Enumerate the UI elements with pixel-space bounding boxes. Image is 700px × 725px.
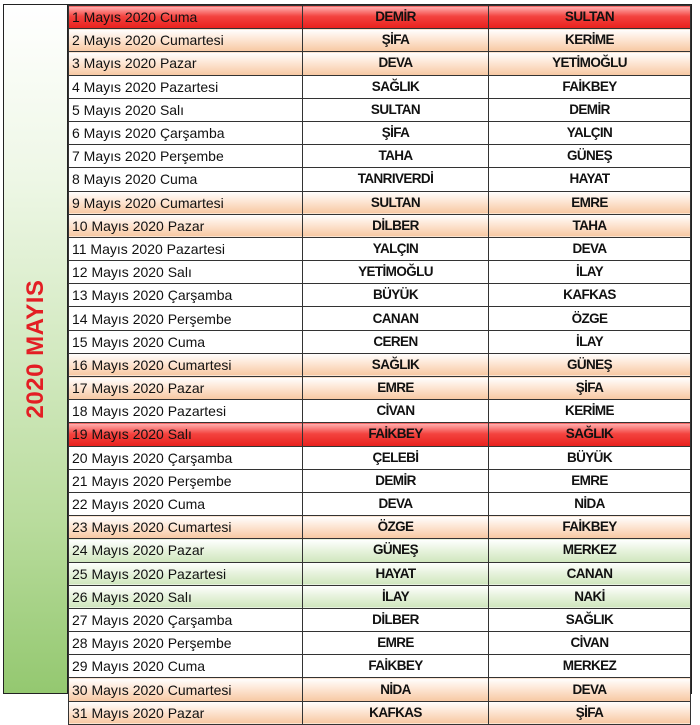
name-cell-1: DİLBER (303, 214, 489, 237)
date-cell: 5 Mayıs 2020 Salı (69, 98, 303, 121)
name-cell-1: FAİKBEY (303, 423, 489, 446)
name-cell-2: GÜNEŞ (489, 145, 691, 168)
table-row (69, 400, 691, 423)
date-cell: 15 Mayıs 2020 Cuma (69, 330, 303, 353)
table-row (69, 6, 691, 29)
date-cell: 21 Mayıs 2020 Perşembe (69, 469, 303, 492)
date-cell: 14 Mayıs 2020 Perşembe (69, 307, 303, 330)
table-row (69, 168, 691, 191)
table-row (69, 655, 691, 678)
name-cell-2: DEVA (489, 678, 691, 701)
date-cell: 26 Mayıs 2020 Salı (69, 585, 303, 608)
name-cell-2: CANAN (489, 562, 691, 585)
name-cell-2: BÜYÜK (489, 446, 691, 469)
table-row (69, 678, 691, 701)
name-cell-1: EMRE (303, 632, 489, 655)
name-cell-2: DEVA (489, 237, 691, 260)
date-cell: 9 Mayıs 2020 Cumartesi (69, 191, 303, 214)
date-cell: 31 Mayıs 2020 Pazar (69, 701, 303, 724)
month-sidebar (4, 5, 68, 693)
table-row (69, 121, 691, 144)
table-row (69, 261, 691, 284)
name-cell-2: MERKEZ (489, 539, 691, 562)
name-cell-1: GÜNEŞ (303, 539, 489, 562)
name-cell-1: DEMİR (303, 469, 489, 492)
schedule-rows (69, 6, 691, 725)
name-cell-1: ÖZGE (303, 516, 489, 539)
date-cell: 12 Mayıs 2020 Salı (69, 261, 303, 284)
table-row (69, 539, 691, 562)
name-cell-1: DEMİR (303, 6, 489, 29)
table-row (69, 701, 691, 724)
date-cell: 22 Mayıs 2020 Cuma (69, 492, 303, 515)
name-cell-1: YETİMOĞLU (303, 261, 489, 284)
name-cell-1: EMRE (303, 377, 489, 400)
name-cell-1: CEREN (303, 330, 489, 353)
name-cell-2: ÖZGE (489, 307, 691, 330)
name-cell-2: HAYAT (489, 168, 691, 191)
table-row (69, 423, 691, 446)
date-cell: 29 Mayıs 2020 Cuma (69, 655, 303, 678)
date-cell: 10 Mayıs 2020 Pazar (69, 214, 303, 237)
table-row (69, 516, 691, 539)
name-cell-2: CİVAN (489, 632, 691, 655)
name-cell-2: FAİKBEY (489, 516, 691, 539)
table-row (69, 562, 691, 585)
month-label: 2020 MAYIS (21, 279, 49, 419)
table-row (69, 75, 691, 98)
name-cell-2: İLAY (489, 261, 691, 284)
date-cell: 23 Mayıs 2020 Cumartesi (69, 516, 303, 539)
name-cell-1: İLAY (303, 585, 489, 608)
table-row (69, 307, 691, 330)
date-cell: 20 Mayıs 2020 Çarşamba (69, 446, 303, 469)
name-cell-1: ÇELEBİ (303, 446, 489, 469)
name-cell-2: EMRE (489, 469, 691, 492)
date-cell: 3 Mayıs 2020 Pazar (69, 52, 303, 75)
name-cell-1: ŞİFA (303, 29, 489, 52)
table-row (69, 98, 691, 121)
date-cell: 24 Mayıs 2020 Pazar (69, 539, 303, 562)
name-cell-2: YALÇIN (489, 121, 691, 144)
name-cell-2: EMRE (489, 191, 691, 214)
duty-schedule (3, 4, 692, 721)
name-cell-2: NİDA (489, 492, 691, 515)
table-row (69, 284, 691, 307)
name-cell-1: BÜYÜK (303, 284, 489, 307)
name-cell-2: KERİME (489, 400, 691, 423)
name-cell-2: TAHA (489, 214, 691, 237)
name-cell-1: NİDA (303, 678, 489, 701)
date-cell: 17 Mayıs 2020 Pazar (69, 377, 303, 400)
name-cell-1: SULTAN (303, 98, 489, 121)
name-cell-1: DEVA (303, 52, 489, 75)
table-row (69, 330, 691, 353)
date-cell: 16 Mayıs 2020 Cumartesi (69, 353, 303, 376)
name-cell-1: SAĞLIK (303, 353, 489, 376)
date-cell: 27 Mayıs 2020 Çarşamba (69, 608, 303, 631)
name-cell-2: ŞİFA (489, 701, 691, 724)
name-cell-1: TANRIVERDİ (303, 168, 489, 191)
name-cell-2: KAFKAS (489, 284, 691, 307)
table-row (69, 632, 691, 655)
name-cell-2: YETİMOĞLU (489, 52, 691, 75)
table-row (69, 145, 691, 168)
name-cell-2: SAĞLIK (489, 423, 691, 446)
name-cell-1: YALÇIN (303, 237, 489, 260)
date-cell: 11 Mayıs 2020 Pazartesi (69, 237, 303, 260)
date-cell: 2 Mayıs 2020 Cumartesi (69, 29, 303, 52)
table-row (69, 237, 691, 260)
date-cell: 1 Mayıs 2020 Cuma (69, 6, 303, 29)
name-cell-2: MERKEZ (489, 655, 691, 678)
name-cell-1: FAİKBEY (303, 655, 489, 678)
table-row (69, 191, 691, 214)
name-cell-1: DİLBER (303, 608, 489, 631)
name-cell-2: ŞİFA (489, 377, 691, 400)
name-cell-2: NAKİ (489, 585, 691, 608)
table-row (69, 377, 691, 400)
name-cell-1: SULTAN (303, 191, 489, 214)
name-cell-2: FAİKBEY (489, 75, 691, 98)
name-cell-1: DEVA (303, 492, 489, 515)
table-row (69, 29, 691, 52)
table-row (69, 492, 691, 515)
date-cell: 18 Mayıs 2020 Pazartesi (69, 400, 303, 423)
name-cell-2: İLAY (489, 330, 691, 353)
name-cell-1: ŞİFA (303, 121, 489, 144)
date-cell: 8 Mayıs 2020 Cuma (69, 168, 303, 191)
name-cell-2: DEMİR (489, 98, 691, 121)
date-cell: 30 Mayıs 2020 Cumartesi (69, 678, 303, 701)
date-cell: 7 Mayıs 2020 Perşembe (69, 145, 303, 168)
date-cell: 4 Mayıs 2020 Pazartesi (69, 75, 303, 98)
name-cell-1: KAFKAS (303, 701, 489, 724)
table-row (69, 469, 691, 492)
name-cell-1: SAĞLIK (303, 75, 489, 98)
table-row (69, 608, 691, 631)
date-cell: 13 Mayıs 2020 Çarşamba (69, 284, 303, 307)
table-row (69, 446, 691, 469)
date-cell: 6 Mayıs 2020 Çarşamba (69, 121, 303, 144)
table-row (69, 585, 691, 608)
name-cell-2: SULTAN (489, 6, 691, 29)
name-cell-1: HAYAT (303, 562, 489, 585)
table-row (69, 52, 691, 75)
name-cell-1: TAHA (303, 145, 489, 168)
name-cell-1: CİVAN (303, 400, 489, 423)
name-cell-2: SAĞLIK (489, 608, 691, 631)
name-cell-1: CANAN (303, 307, 489, 330)
schedule-table (68, 5, 691, 725)
date-cell: 19 Mayıs 2020 Salı (69, 423, 303, 446)
table-row (69, 353, 691, 376)
date-cell: 25 Mayıs 2020 Pazartesi (69, 562, 303, 585)
table-row (69, 214, 691, 237)
name-cell-2: GÜNEŞ (489, 353, 691, 376)
date-cell: 28 Mayıs 2020 Perşembe (69, 632, 303, 655)
name-cell-2: KERİME (489, 29, 691, 52)
